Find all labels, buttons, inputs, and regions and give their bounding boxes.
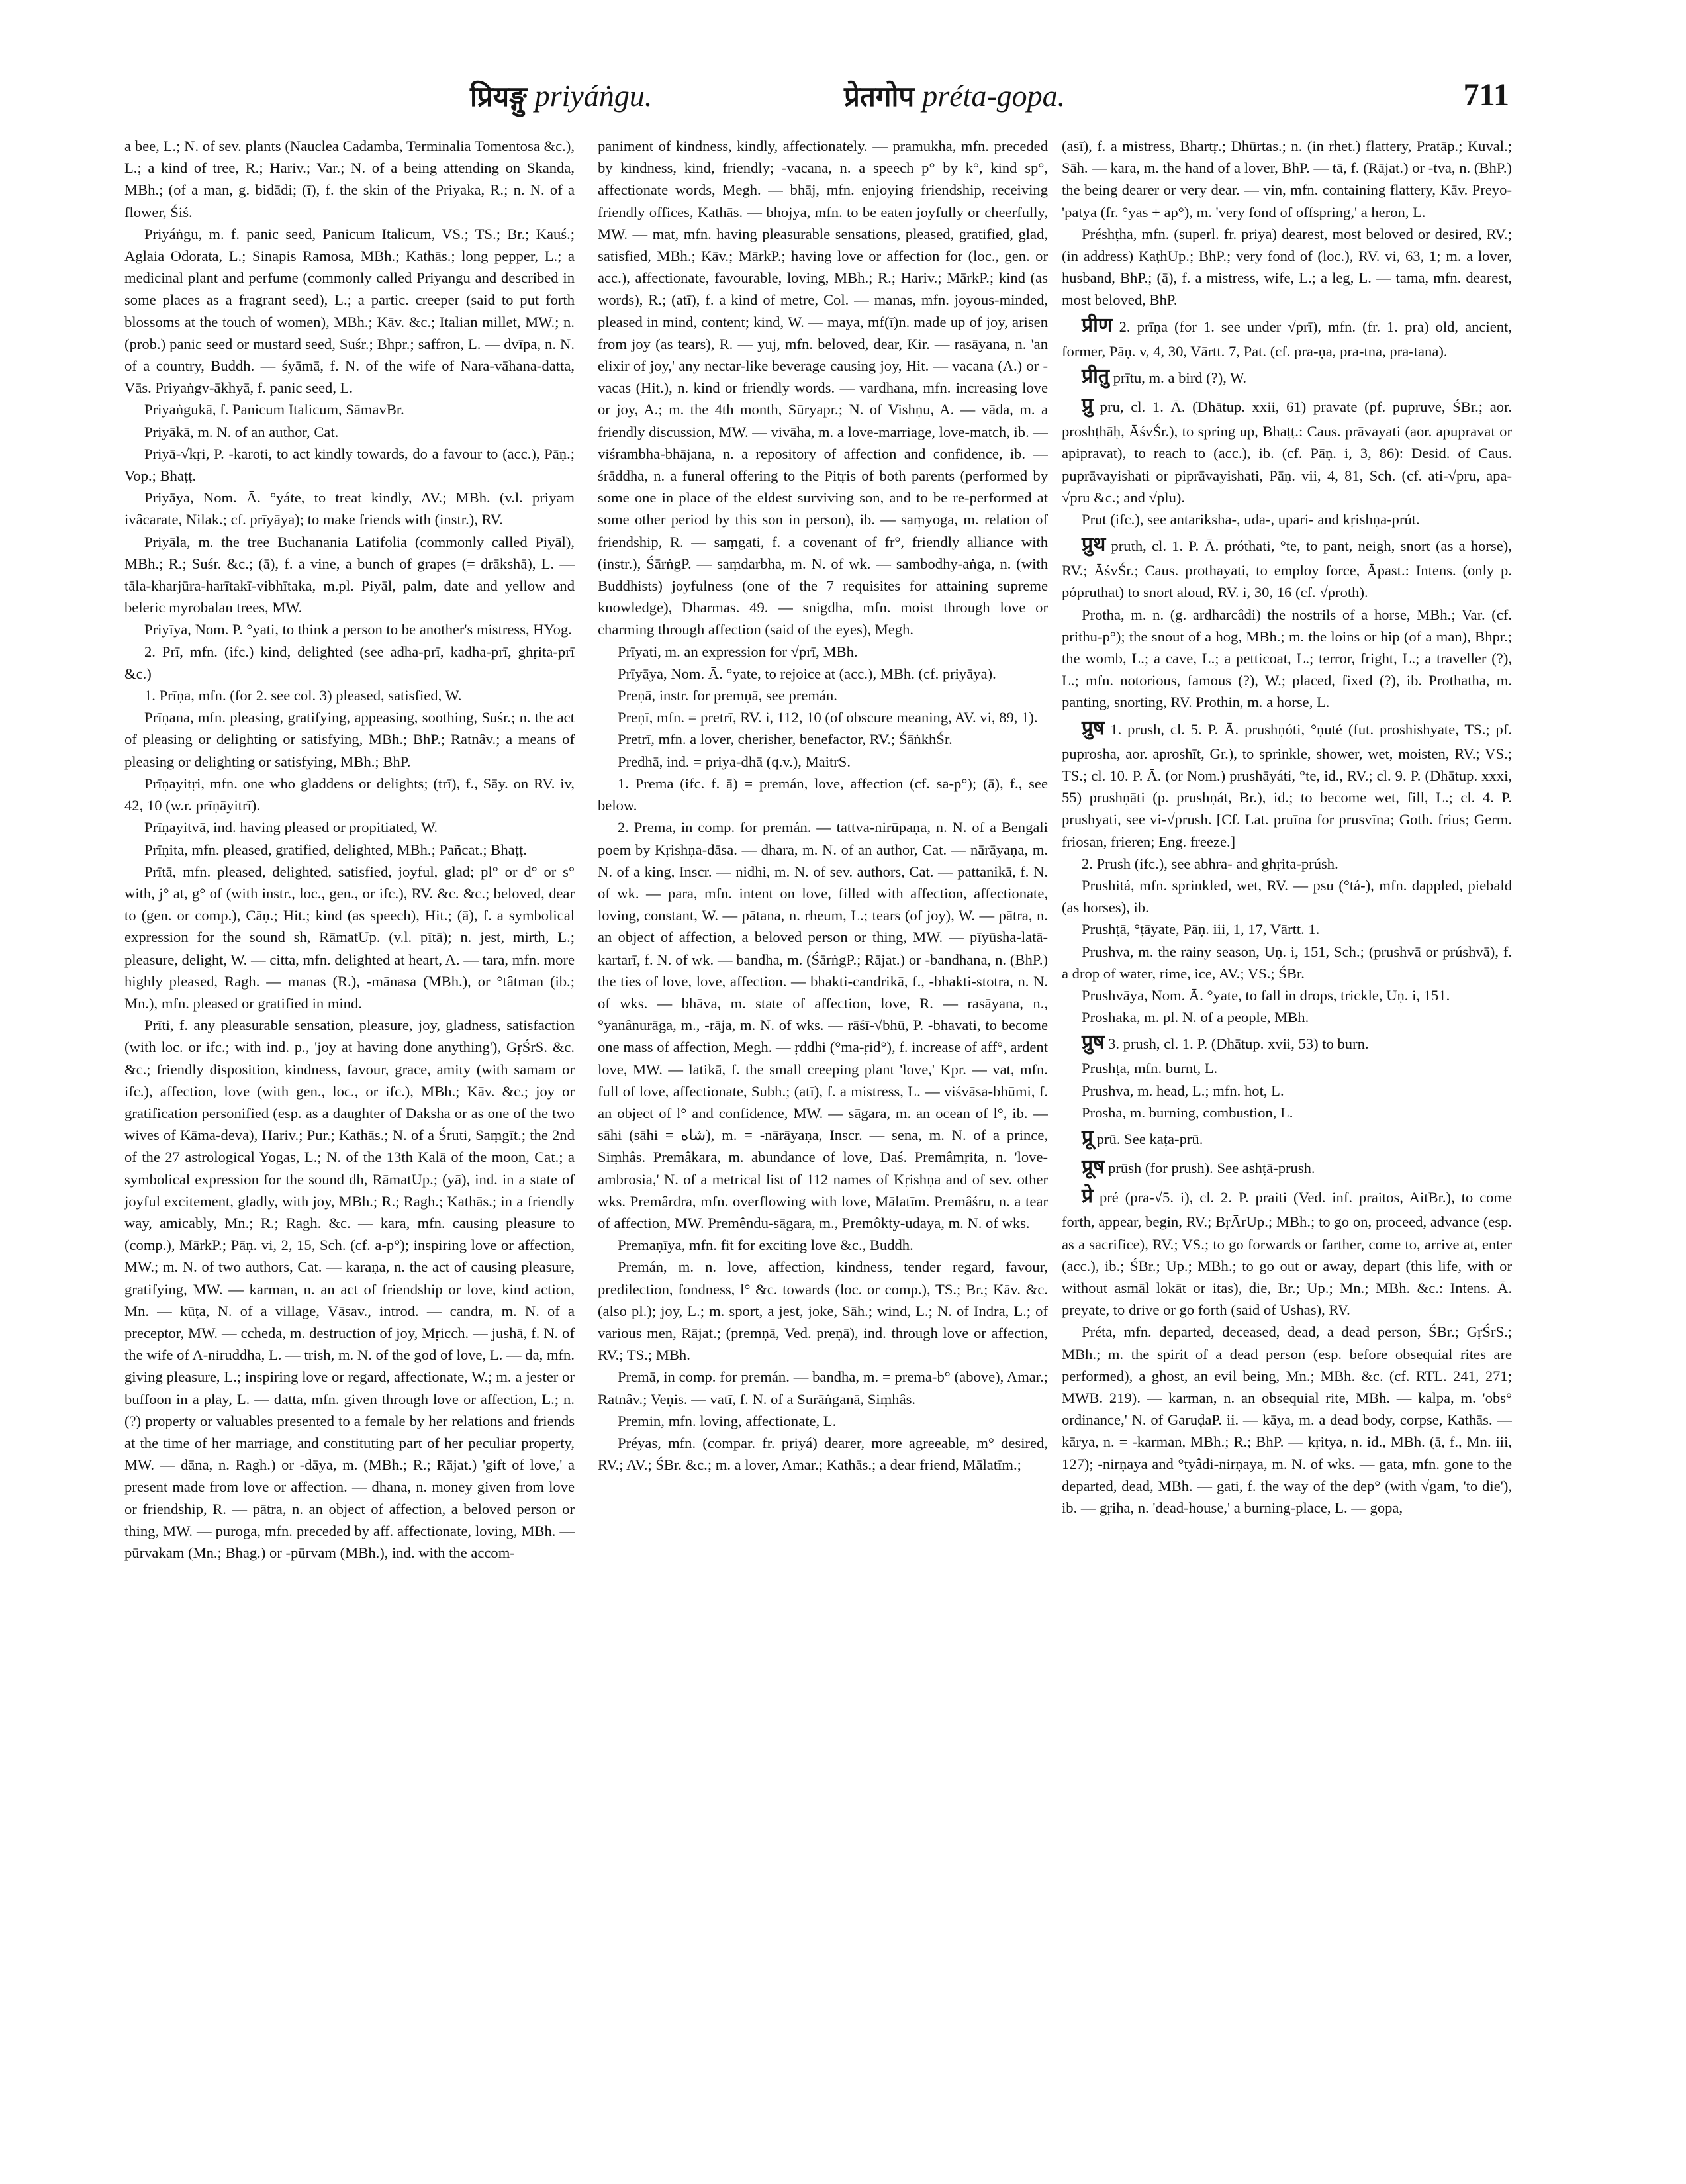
dictionary-entry [1062, 853, 1512, 875]
dictionary-entry [124, 487, 575, 530]
entry-text: prūsh (for prush). See ashṭā-prush. [1108, 1160, 1315, 1177]
page-number: 711 [1463, 77, 1509, 113]
entry-text: Prīṇayitvā, ind. having pleased or propitiated, W. [144, 819, 438, 836]
dictionary-entry [1062, 1321, 1512, 1519]
dictionary-entry [1062, 1057, 1512, 1079]
right-headword [844, 77, 1065, 115]
dictionary-entry [124, 399, 575, 420]
entry-text: Protha, m. n. (g. ardharcâdi) the nostrils of a horse, MBh.; Var. (cf. prithu-p°); the snout of a hog, MBh.; m. the loins or hip (of a man), Bhpr.; the womb, L.; a cave, L.; a petticoat, L.; terror, fright, L.; a traveller (?), L.; mfn. notorious, famous (?), W.; placed, fixed (?), ib. Prothatha, m. panting, snorting, RV. Prothin, m. a horse, L. [1062, 606, 1512, 711]
entry-text: Prīṇana, mfn. pleasing, gratifying, appeasing, soothing, Suśr.; n. the act of pleasing or delighting or satisfying, MBh.; BhP.; Ratnâv.; a means of pleasing or delighting or satisfying, MBh.; BhP. [124, 709, 575, 770]
entry-text: Prīyāya, Nom. Ā. °yate, to rejoice at (acc.), MBh. (cf. priyāya). [618, 665, 996, 682]
entry-text: Preṇā, instr. for premṇā, see premán. [618, 687, 837, 704]
dictionary-entry [598, 685, 1048, 706]
entry-text: 1. Prema (ifc. f. ā) = premán, love, affection (cf. sa-p°); (ā), f., see below. [598, 775, 1048, 814]
entry-text: 1. prush, cl. 5. P. Ā. prushṇóti, °ṇuté (fut. proshishyate, TS.; pf. puprosha, aor. aproshīt, Gr.), to sprinkle, shower, wet, moisten, RV.; VS.; TS.; cl. 10. P. Ā. (or Nom.) prushāyáti, °te, id., RV.; cl. 9. P. (Dhātup. xxxi, 55) prushṇāti (p. prushṇát, Br.), id.; to become wet, fill, L.; cl. 4. P. prushyati, see vi-√prush. [Cf. Lat. pruīna for prusvīna; Goth. frius; Germ. friosan, frieren; Eng. freeze.] [1062, 720, 1512, 850]
entry-text: Priyáṅgu, m. f. panic seed, Panicum Italicum, VS.; TS.; Br.; Kauś.; Aglaia Odorata, L.; Sinapis Ramosa, MBh.; Kathās.; long pepper, L.; a medicinal plant and perfume (commonly called Priyangu and described in some places as a fragrant seed), L.; a partic. creeper (said to put forth blossoms at the touch of women), MBh.; Kāv. &c.; Italian millet, MW.; n. (prob.) panic seed or mustard seed, Suśr.; Bhpr.; saffron, L. — dvīpa, n. N. of a country, Buddh. — śyāmā, f. N. of the wife of Nara-vāhana-datta, Vās. Priyaṅgv-ākhyā, f. panic seed, L. [124, 225, 575, 397]
entry-text: Priyaṅgukā, f. Panicum Italicum, SāmavBr. [144, 401, 404, 418]
dictionary-entry [1062, 984, 1512, 1006]
dictionary-entry [124, 135, 575, 223]
dictionary-entry [1062, 941, 1512, 984]
dictionary-entry [1062, 918, 1512, 940]
dictionary-entry [124, 773, 575, 816]
entry-text: 2. prīṇa (for 1. see under √prī), mfn. (fr. 1. pra) old, ancient, former, Pāṇ. v, 4, 30, Vārtt. 7, Pat. (cf. pra-ṇa, pra-tna, pra-tana). [1062, 318, 1512, 359]
entry-text: Premán, m. n. love, affection, kindness, tender regard, favour, predilection, fondness, l° &c. towards (loc. or comp.), TS.; Br.; Kāv. &c. (also pl.); joy, L.; m. sport, a jest, joke, Sāh.; wind, L.; N. of Indra, L.; of various men, Rājat.; (premṇā, Ved. preṇā), ind. through love or affection, RV.; TS.; MBh. [598, 1258, 1048, 1364]
entry-devanagari-headword: प्रे [1082, 1184, 1094, 1208]
entry-text: Premaṇīya, mfn. fit for exciting love &c., Buddh. [618, 1237, 913, 1254]
entry-text: pré (pra-√5. i), cl. 2. P. praiti (Ved. inf. praitos, AitBr.), to come forth, appear, begin, RV.; BṛĀrUp.; MBh.; to go on, proceed, advance (esp. as a sacrifice), RV.; VS.; to go forwards or farther, come to, arrive at, enter (acc.), ib.; ŚBr.; Up.; MBh.; to go out or away, depart (this life, with or without asmāl lokāt or itas), die, Br.; Up.; Mn.; MBh. &c.: Intens. Ā. preyate, to drive or go forth (said of Ushas), RV. [1062, 1189, 1512, 1319]
dictionary-entry [124, 223, 575, 399]
dictionary-entry [1062, 530, 1512, 604]
entry-text: pruth, cl. 1. P. Ā. próthati, °te, to pant, neigh, snort (as a horse), RV.; ĀśvŚr.; Caus. prothayati, to employ force, Āpast.: Intens. (only p. pópruthat) to snort aloud, RV. i, 30, 16 (cf. √proth). [1062, 538, 1512, 601]
entry-text: Prīṇita, mfn. pleased, gratified, delighted, MBh.; Pañcat.; Bhaṭṭ. [144, 841, 527, 858]
entry-text: Prīti, f. any pleasurable sensation, pleasure, joy, gladness, satisfaction (with loc. or ifc.; with ind. p., 'joy at having done anything'), GṛŚrS. &c. &c.; friendly disposition, kindness, favour, grace, amity (with samam or ifc.), affection, love (with gen., loc., or ifc.), MBh.; Kāv. &c.; joy or gratification personified (esp. as a daughter of Daksha or as one of the two wives of Kāma-deva), Hariv.; Pur.; Kathās.; N. of a Śruti, Saṃgīt.; the 2nd of the 27 astrological Yogas, L.; N. of the 13th Kalā of the moon, Cat.; a symbolical expression for the sound dh, RāmatUp.; (yā), ind. in a state of joyful excitement, gladly, with joy, MBh.; R.; Ragh.; Kathās.; in a friendly way, amicably, Mn.; R.; Ragh. &c. — kara, mfn. causing pleasure to (comp.), MārkP.; Pāṇ. vi, 2, 15, Sch. (cf. a-p°); inspiring love or affection, MW.; m. N. of two authors, Cat. — karaṇa, n. the act of causing pleasure, gratifying, MW. — karman, n. an act of friendship or love, kind action, Mn. — kūṭa, N. of a village, Vāsav., introd. — candra, m. N. of a preceptor, MW. — ccheda, m. destruction of joy, Mṛicch. — jushā, f. N. of the wife of A-niruddha, L. — trish, m. N. of the god of love, L. — da, mfn. giving pleasure, L.; inspiring love or regard, affectionate, W.; m. a jester or buffoon in a play, L. — datta, mfn. given through love or affection, L.; n. (?) property or valuables presented to a female by her relations and friends at the time of her marriage, and constituting part of her peculiar property, MW. — dāna, n. Ragh.) or -dāya, m. (MBh.; R.; Rājat.) 'gift of love,' a present made from love or affection. — dhana, n. money given from love or friendship, R. — pātra, n. an object of affection, a beloved person or thing, MW. — puroga, mfn. preceded by aff. affectionate, loving, MBh. — pūrvakam (Mn.; Bhag.) or -pūrvam (MBh.), ind. with the accom- [124, 1017, 575, 1561]
entry-text: Prushvāya, Nom. Ā. °yate, to fall in drops, trickle, Uṇ. i, 151. [1082, 986, 1450, 1004]
entry-text: Prosha, m. burning, combustion, L. [1082, 1104, 1293, 1121]
entry-text: (asī), f. a mistress, Bhartṛ.; Dhūrtas.; n. (in rhet.) flattery, Pratāp.; Kuval.; Sāh. — kara, m. the hand of a lover, BhP. — tā, f. (Rājat.) or -tva, n. (BhP.) the being dearer or very dear. — vin, mfn. containing flattery, Kāv. Preyo-'patya (fr. °yas + ap°), m. 'very fond of offspring,' a heron, L. [1062, 138, 1512, 220]
entry-text: prītu, m. a bird (?), W. [1113, 369, 1247, 386]
dictionary-entry [598, 663, 1048, 685]
entry-devanagari-headword: प्रुष [1082, 1031, 1105, 1055]
column-3 [1062, 135, 1512, 2161]
dictionary-entry [598, 816, 1048, 1234]
entry-text: Predhā, ind. = priya-dhā (q.v.), MaitrS. [618, 753, 851, 770]
column-1 [124, 135, 575, 2161]
dictionary-entry [1062, 604, 1512, 714]
entry-text: Premin, mfn. loving, affectionate, L. [618, 1412, 837, 1429]
dictionary-entry [124, 618, 575, 640]
entry-text: 2. Prī, mfn. (ifc.) kind, delighted (see adha-prī, kadha-prī, ghṛita-prī &c.) [124, 643, 575, 682]
dictionary-entry [1062, 1102, 1512, 1123]
dictionary-entry [1062, 1080, 1512, 1102]
dictionary-entry [1062, 875, 1512, 918]
dictionary-entry [1062, 311, 1512, 362]
entry-text: Prushva, m. head, L.; mfn. hot, L. [1082, 1082, 1284, 1099]
entry-text: Premā, in comp. for premán. — bandha, m. = prema-b° (above), Amar.; Ratnâv.; Veṇis. — vatī, f. N. of a Surāṅganā, Siṃhâs. [598, 1368, 1048, 1407]
left-headword-devanagari: प्रियङ्गु [470, 80, 527, 113]
dictionary-entry [598, 706, 1048, 728]
entry-text: Prut (ifc.), see antariksha-, uda-, upari- and kṛishṇa-prút. [1082, 510, 1420, 528]
entry-text: Prushva, m. the rainy season, Uṇ. i, 151, Sch.; (prushvā or prúshvā), f. a drop of water, rime, ice, AV.; VS.; ŚBr. [1062, 943, 1512, 982]
entry-text: Prīyati, m. an expression for √prī, MBh. [618, 643, 858, 660]
dictionary-entry [1062, 362, 1512, 391]
dictionary-entry [124, 1014, 575, 1564]
dictionary-entry [1062, 1028, 1512, 1057]
dictionary-entry [1062, 1182, 1512, 1321]
right-headword-devanagari: प्रेतगोप [844, 80, 915, 113]
entry-text: Préta, mfn. departed, deceased, dead, a dead person, ŚBr.; GṛŚrS.; MBh.; m. the spirit of a dead person (esp. before obsequial rites are performed), a ghost, an evil being, Mn.; MBh. &c. (cf. RTL. 241, 271; MWB. 219). — karman, n. an obsequial rite, MBh. — kalpa, m. 'obs° ordinance,' N. of GaruḍaP. ii. — kāya, m. a dead body, corpse, Kathās. — kārya, n. = -karman, MBh.; R.; BhP. — kṛitya, n. id., MBh. (ā, f., Mn. iii, 127); -nirṇaya and °tyâdi-nirṇaya, m. N. of wks. — gata, mfn. gone to the departed, dead, MBh. — gati, f. the way of the dep° (with √gam, 'to die'), ib. — gṛiha, n. 'dead-house,' a burning-place, L. — gopa, [1062, 1323, 1512, 1516]
dictionary-entry [598, 1256, 1048, 1366]
dictionary-entry [124, 421, 575, 443]
dictionary-entry [1062, 1006, 1512, 1028]
entry-devanagari-headword: प्रीतु [1082, 364, 1109, 388]
entry-text: Proshaka, m. pl. N. of a people, MBh. [1082, 1009, 1309, 1026]
dictionary-entry [598, 135, 1048, 641]
entry-text: Priyīya, Nom. P. °yati, to think a person to be another's mistress, HYog. [144, 621, 572, 638]
entry-text: Prushitá, mfn. sprinkled, wet, RV. — psu (°tá-), mfn. dappled, piebald (as horses), ib. [1062, 877, 1512, 916]
entry-text: Priyāya, Nom. Ā. °yáte, to treat kindly, AV.; MBh. (v.l. priyam ivâcarate, Nilak.; cf. prīyāya); to make friends with (instr.), RV. [124, 489, 575, 528]
left-headword-roman: priyáṅgu. [534, 79, 653, 113]
left-headword [470, 77, 652, 115]
dictionary-entry [1062, 1123, 1512, 1153]
dictionary-entry [124, 531, 575, 619]
dictionary-entry [1062, 223, 1512, 311]
entry-text: Priyāla, m. the tree Buchanania Latifolia (commonly called Piyāl), MBh.; R.; Suśr. &c.; (ā), f. a vine, a bunch of grapes (= drākshā), L. — tāla-kharjūra-harītakī-vibhītaka, m.pl. Piyāl, palm, date and yellow and beleric myrobalan trees, MW. [124, 533, 575, 616]
dictionary-entry [598, 751, 1048, 773]
dictionary-entry [598, 1234, 1048, 1256]
entry-text: Prītā, mfn. pleased, delighted, satisfied, joyful, glad; pl° or d° or s° with, j° at, g° of (with instr., loc., gen., or ifc.), RV. &c. &c.; beloved, dear to (gen. or comp.), Cāṇ.; Hit.; kind (as speech), Hit.; (ā), f. a symbolical expression for the sound sh, RāmatUp. (v.l. pītā); n. jest, mirth, L.; pleasure, delight, W. — citta, mfn. delighted at heart, A. — tara, mfn. more highly pleased, Ragh. — manas (R.), -mānasa (MBh.), or °tâtman (ib.; Mn.), mfn. pleased or gratified in mind. [124, 863, 575, 1012]
dictionary-entry [1062, 714, 1512, 853]
dictionary-entry [598, 1366, 1048, 1409]
entry-text: 3. prush, cl. 1. P. (Dhātup. xvii, 53) to burn. [1108, 1035, 1369, 1053]
entry-text: Preṇī, mfn. = pretrī, RV. i, 112, 10 (of obscure meaning, AV. vi, 89, 1). [618, 709, 1038, 726]
entry-text: Préshṭha, mfn. (superl. fr. priya) dearest, most beloved or desired, RV.; (in address) KaṭhUp.; BhP.; very fond of (loc.), RV. vi, 63, 1; m. a lover, husband, BhP.; (ā), f. a mistress, wife, L.; a leg, L. — tama, mfn. dearest, most beloved, BhP. [1062, 225, 1512, 309]
entry-text: 1. Prīṇa, mfn. (for 2. see col. 3) pleased, satisfied, W. [144, 687, 462, 704]
entry-text: Prushṭa, mfn. burnt, L. [1082, 1060, 1218, 1077]
dictionary-entry [124, 816, 575, 838]
entry-text: Prīṇayitṛi, mfn. one who gladdens or delights; (trī), f., Sāy. on RV. iv, 42, 10 (w.r. prīṇāyitrī). [124, 775, 575, 814]
entry-devanagari-headword: प्रू [1082, 1126, 1094, 1150]
entry-text: prū. See kaṭa-prū. [1096, 1131, 1203, 1148]
entry-devanagari-headword: प्रु [1082, 394, 1094, 418]
dictionary-entry [124, 641, 575, 685]
entry-text: Priyā-√kṛi, P. -karoti, to act kindly towards, do a favour to (acc.), Pāṇ.; Vop.; Bhaṭṭ. [124, 445, 575, 485]
dictionary-entry [124, 839, 575, 861]
page-header [126, 77, 1509, 123]
entry-text: a bee, L.; N. of sev. plants (Nauclea Cadamba, Terminalia Tomentosa &c.), L.; a kind of tree, R.; Hariv.; Var.; N. of a being attending on Skanda, MBh.; (of a man, g. bidādi; (ī), f. the skin of the Priyaka, R.; n. N. of a flower, Śiś. [124, 138, 575, 220]
dictionary-entry [1062, 508, 1512, 530]
dictionary-entry [124, 443, 575, 487]
dictionary-entry [124, 706, 575, 773]
right-headword-roman: préta-gopa. [922, 79, 1066, 113]
entry-text: Prushṭā, °ṭāyate, Pāṇ. iii, 1, 17, Vārtt. 1. [1082, 921, 1320, 938]
entry-text: 2. Prush (ifc.), see abhra- and ghṛita-prúsh. [1082, 855, 1338, 872]
dictionary-entry [598, 773, 1048, 816]
dictionary-entry [598, 641, 1048, 663]
entry-text: 2. Prema, in comp. for premán. — tattva-nirūpaṇa, n. N. of a Bengali poem by Kṛishṇa-dāsa. — dhara, m. N. of an author, Cat. — nārāyaṇa, m. N. of a king, Inscr. — nidhi, m. N. of sev. authors, Cat. — pattanikā, f. N. of wk. — para, mfn. intent on love, filled with affection, affectionate, loving, constant, W. — pātana, n. rheum, L.; tears (of joy), W. — pātra, n. an object of affection, a beloved person or thing, MW. — pīyūsha-latā-kartarī, f. N. of wk. — bandha, m. (ŚārṅgP.; Rājat.) or -bandhana, n. (BhP.) the ties of love, love, affection. — bhakti-candrikā, f., -bhakti-stotra, n. N. of wks. — bhāva, m. state of affection, love, R. — rasāyana, n., °yanânurāga, m., -rāja, m. N. of wks. — rāśī-√bhū, P. -bhavati, to become one mass of affection, Megh. — ṛddhi (°ma-ṛid°), f. increase of aff°, ardent love, MW. — latikā, f. the small creeping plant 'love,' Kpr. — vat, mfn. full of love, affectionate, Subh.; (atī), f. a mistress, L. — viśvāsa-bhūmi, f. an object of l° and confidence, MW. — sāgara, m. an ocean of l°, ib. — sāhi (sāhi = شاه), m. = -nārāyaṇa, Inscr. — sena, m. N. of a prince, Siṃhâs. Premâkara, m. abundance of love, Daś. Premâmṛita, n. 'love-ambrosia,' N. of a metrical list of 112 names of Kṛishṇa and of sev. other wks. Premârdra, mfn. overflowing with love, Mālatīm. Premâśru, n. a tear of affection, MW. Premêndu-sāgara, m., Premôkty-udaya, m. N. of wks. [598, 819, 1048, 1231]
entry-text: paniment of kindness, kindly, affectionately. — pramukha, mfn. preceded by kindness, kind, friendly; -vacana, n. a speech p° by k°, kind sp°, affectionate words, Megh. — bhāj, mfn. enjoying friendship, receiving friendly offices, Kathās. — bhojya, mfn. to be eaten joyfully or cheerfully, MW. — mat, mfn. having pleasurable sensations, pleased, gratified, glad, satisfied, MBh.; Kāv.; MārkP.; having love or affection for (loc., gen. or acc.), affectionate, favourable, loving, MBh.; R.; Hariv.; MārkP.; kind (as words), R.; (atī), f. a kind of metre, Col. — manas, mfn. joyous-minded, pleased in mind, content; kind, W. — maya, mf(ī)n. made up of joy, arisen from joy (as tears), R. — yuj, mfn. beloved, dear, Kir. — rasāyana, n. 'an elixir of joy,' any nectar-like beverage causing joy, Hit. — vacana (A.) or -vacas (Hit.), n. kind or friendly words. — vardhana, mfn. increasing love or joy, A.; m. the 4th month, Sūryapr.; N. of Vishṇu, A. — vāda, m. a friendly discussion, MW. — vivāha, m. a love-marriage, love-match, ib. — viśrambha-bhājana, n. a repository of affection and confidence, ib. — śrāddha, n. a funeral offering to the Pitṛis of both parents (performed by some one in place of the eldest surviving son, and to be re-performed at some other period by this son in person), ib. — saṃyoga, m. relation of friendship, R. — saṃgati, f. a covenant of fr°, friendly alliance with (instr.), ŚārṅgP. — saṃdarbha, m. N. of wk. — sambodhy-aṅga, n. (with Buddhists) joyfulness (one of the 7 requisites for attaining supreme knowledge), Dharmas. 49. — snigdha, mfn. moist through love or charming through affection (said of the eyes), Megh. [598, 138, 1048, 638]
entry-devanagari-headword: प्रुथ [1082, 533, 1106, 557]
column-2 [598, 135, 1048, 2161]
dictionary-entry [1062, 135, 1512, 223]
entry-devanagari-headword: प्रूष [1082, 1155, 1105, 1179]
entry-devanagari-headword: प्रुष [1082, 716, 1105, 739]
entry-text: Préyas, mfn. (compar. fr. priyá) dearer, more agreeable, m° desired, RV.; AV.; ŚBr. &c.; m. a lover, Amar.; Kathās.; a dear friend, Mālatīm.; [598, 1434, 1048, 1474]
dictionary-entry [1062, 1153, 1512, 1182]
dictionary-entry [598, 728, 1048, 750]
dictionary-entry [598, 1410, 1048, 1432]
dictionary-entry [1062, 391, 1512, 508]
entry-text: Pretrī, mfn. a lover, cherisher, benefactor, RV.; ŚāṅkhŚr. [618, 731, 953, 748]
dictionary-entry [598, 1432, 1048, 1476]
entry-devanagari-headword: प्रीण [1082, 313, 1113, 337]
entry-text: pru, cl. 1. Ā. (Dhātup. xxii, 61) pravate (pf. pupruve, ŚBr.; aor. proshṭhāḥ, ĀśvŚr.), to spring up, Bhaṭṭ.: Caus. prāvayati (aor. apupravat or apipravat), to reach to (acc.), ib. (cf. Pāṇ. i, 3, 86): Desid. of Caus. puprāvayishati or piprāvayishati, Pāṇ. vii, 4, 81, Sch. (cf. ati-√pru, apa-√pru &c.; and √plu). [1062, 399, 1512, 506]
entry-text: Priyākā, m. N. of an author, Cat. [144, 423, 339, 440]
dictionary-entry [124, 861, 575, 1014]
dictionary-entry [124, 685, 575, 706]
